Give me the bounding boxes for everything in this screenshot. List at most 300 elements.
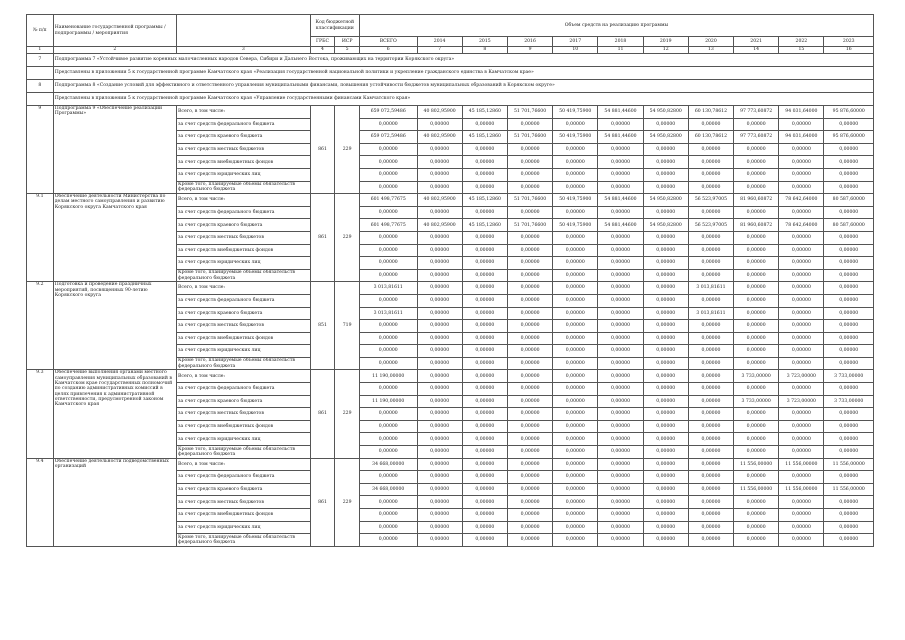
amount-cell: 60 130,78612	[688, 106, 733, 119]
amount-cell: 11 556,00000	[779, 458, 824, 471]
amount-cell: 0,00000	[417, 206, 462, 219]
amount-cell: 0,00000	[359, 320, 417, 333]
subprogram-text: Представлены в приложении 5 к государственной программе Камчатского края «Реализация государственной национальной политики и укрепление гражданского единства в Камчатском крае»	[53, 67, 873, 80]
amount-cell: 0,00000	[462, 168, 507, 181]
amount-cell: 0,00000	[598, 446, 643, 459]
amount-cell: 0,00000	[824, 471, 874, 484]
amount-cell: 0,00000	[824, 143, 874, 156]
grbs-code: 861	[310, 194, 335, 282]
amount-cell: 0,00000	[688, 534, 733, 547]
amount-cell: 0,00000	[734, 307, 779, 320]
block-name: Подпрограмма 9 «Обеспечение реализации Программы»	[53, 106, 176, 194]
amount-cell: 0,00000	[824, 118, 874, 131]
amount-cell: 0,00000	[688, 320, 733, 333]
amount-cell: 0,00000	[824, 357, 874, 370]
amount-cell: 51 701,76600	[507, 131, 552, 144]
amount-cell: 78 642,64000	[779, 194, 824, 207]
amount-cell: 601 498,77675	[359, 194, 417, 207]
block-name: Обеспечение деятельности подведомственных организаций	[53, 458, 176, 546]
amount-cell: 0,00000	[779, 269, 824, 282]
amount-cell: 80 587,60000	[824, 194, 874, 207]
amount-cell: 94 031,64000	[779, 106, 824, 119]
amount-cell: 0,00000	[779, 168, 824, 181]
amount-cell: 0,00000	[779, 307, 824, 320]
amount-cell: 0,00000	[688, 395, 733, 408]
subprogram-text: Подпрограмма 8 «Создание условий для эффективного и ответственного управления муниципальными финансами, повышения устойчивости бюджетов муниципальных образований в Корякском округе»	[53, 80, 873, 93]
amount-cell: 45 185,12860	[462, 219, 507, 232]
funding-source-label: за счет средств юридических лиц	[177, 521, 311, 534]
amount-cell: 0,00000	[507, 257, 552, 270]
amount-cell: 0,00000	[643, 118, 688, 131]
funding-source-label: за счет средств краевого бюджета	[177, 219, 311, 232]
amount-cell: 0,00000	[417, 181, 462, 194]
funding-source-label: Кроме того, планируемые объемы обязательств федерального бюджета	[177, 269, 311, 282]
funding-source-label: за счет средств внебюджетных фондов	[177, 420, 311, 433]
amount-cell: 0,00000	[417, 408, 462, 421]
amount-cell: 0,00000	[507, 395, 552, 408]
amount-cell: 95 876,60000	[824, 131, 874, 144]
amount-cell: 0,00000	[824, 534, 874, 547]
row-number: 7	[27, 54, 54, 67]
amount-cell: 0,00000	[417, 244, 462, 257]
amount-cell: 0,00000	[462, 143, 507, 156]
funding-row	[27, 282, 874, 295]
amount-cell: 50 419,75900	[553, 194, 598, 207]
amount-cell: 0,00000	[734, 534, 779, 547]
amount-cell: 0,00000	[779, 320, 824, 333]
ispr-code: 229	[335, 106, 360, 194]
column-number: 11	[598, 47, 643, 54]
amount-cell: 0,00000	[598, 534, 643, 547]
subprogram-row	[27, 93, 874, 106]
amount-cell: 3 733,00000	[824, 395, 874, 408]
amount-cell: 0,00000	[462, 307, 507, 320]
amount-cell: 0,00000	[779, 181, 824, 194]
amount-cell: 54 950,82800	[643, 106, 688, 119]
amount-cell: 0,00000	[734, 496, 779, 509]
amount-cell: 0,00000	[462, 332, 507, 345]
funding-source-label: Всего, в том числе:	[177, 370, 311, 383]
amount-cell: 0,00000	[359, 383, 417, 396]
amount-cell: 0,00000	[734, 420, 779, 433]
amount-cell: 0,00000	[598, 420, 643, 433]
funding-source-label: за счет средств местных бюджетов	[177, 408, 311, 421]
amount-cell: 0,00000	[462, 458, 507, 471]
amount-cell: 0,00000	[553, 496, 598, 509]
amount-cell: 0,00000	[643, 257, 688, 270]
amount-cell: 0,00000	[507, 156, 552, 169]
amount-cell: 0,00000	[643, 269, 688, 282]
amount-cell: 97 773,60872	[734, 106, 779, 119]
amount-cell: 54 950,82800	[643, 219, 688, 232]
funding-source-label: Всего, в том числе:	[177, 106, 311, 119]
amount-cell: 11 556,00000	[734, 458, 779, 471]
amount-cell: 0,00000	[734, 345, 779, 358]
funding-row	[27, 106, 874, 119]
amount-cell: 0,00000	[734, 282, 779, 295]
amount-cell: 0,00000	[688, 332, 733, 345]
amount-cell: 0,00000	[643, 345, 688, 358]
block-name: Подготовка и проведение праздничных мероприятий, посвященных 90-летию Корякского округа	[53, 282, 176, 370]
amount-cell: 0,00000	[507, 446, 552, 459]
amount-cell: 3 723,00000	[779, 370, 824, 383]
amount-cell: 56 523,97005	[688, 194, 733, 207]
amount-cell: 0,00000	[643, 446, 688, 459]
amount-cell: 0,00000	[462, 156, 507, 169]
amount-cell: 54 950,82800	[643, 194, 688, 207]
funding-source-label: за счет средств юридических лиц	[177, 257, 311, 270]
amount-cell: 3 733,00000	[734, 395, 779, 408]
amount-cell: 45 185,12860	[462, 194, 507, 207]
funding-source-label: за счет средств федерального бюджета	[177, 471, 311, 484]
column-number: 13	[688, 47, 733, 54]
amount-cell: 0,00000	[507, 168, 552, 181]
amount-cell: 0,00000	[779, 156, 824, 169]
amount-cell: 0,00000	[598, 231, 643, 244]
amount-cell: 0,00000	[779, 534, 824, 547]
amount-cell: 0,00000	[417, 534, 462, 547]
header-grbs: ГРБС	[310, 37, 335, 47]
amount-cell: 0,00000	[553, 471, 598, 484]
amount-cell: 0,00000	[779, 408, 824, 421]
amount-cell: 81 960,60872	[734, 219, 779, 232]
amount-cell: 0,00000	[598, 383, 643, 396]
funding-source-label: за счет средств федерального бюджета	[177, 206, 311, 219]
amount-cell: 0,00000	[643, 483, 688, 496]
amount-cell: 0,00000	[734, 433, 779, 446]
amount-cell: 0,00000	[598, 458, 643, 471]
amount-cell: 0,00000	[824, 345, 874, 358]
amount-cell: 0,00000	[359, 294, 417, 307]
amount-cell: 0,00000	[507, 181, 552, 194]
amount-cell: 0,00000	[598, 168, 643, 181]
amount-cell: 94 031,64000	[779, 131, 824, 144]
amount-cell: 0,00000	[824, 446, 874, 459]
amount-cell: 0,00000	[824, 269, 874, 282]
amount-cell: 0,00000	[598, 257, 643, 270]
amount-cell: 0,00000	[598, 118, 643, 131]
column-number: 7	[417, 47, 462, 54]
column-number: 14	[734, 47, 779, 54]
amount-cell: 0,00000	[824, 408, 874, 421]
amount-cell: 40 802,95900	[417, 131, 462, 144]
amount-cell: 56 523,97005	[688, 219, 733, 232]
amount-cell: 0,00000	[507, 118, 552, 131]
amount-cell: 40 802,95900	[417, 194, 462, 207]
amount-cell: 0,00000	[688, 168, 733, 181]
amount-cell: 0,00000	[688, 509, 733, 522]
column-number: 4	[310, 47, 335, 54]
amount-cell: 0,00000	[598, 345, 643, 358]
amount-cell: 0,00000	[359, 433, 417, 446]
amount-cell: 3 013,81611	[359, 307, 417, 320]
amount-cell: 0,00000	[417, 231, 462, 244]
amount-cell: 0,00000	[553, 408, 598, 421]
amount-cell: 0,00000	[553, 446, 598, 459]
amount-cell: 0,00000	[643, 294, 688, 307]
amount-cell: 0,00000	[598, 408, 643, 421]
subprogram-text: Подпрограмма 7 «Устойчивое развитие коренных малочисленных народов Севера, Сибири и Дальнего Востока, проживающих на территории Корякского округа»	[53, 54, 873, 67]
amount-cell: 0,00000	[359, 181, 417, 194]
amount-cell: 0,00000	[824, 231, 874, 244]
amount-cell: 0,00000	[688, 446, 733, 459]
grbs-code: 861	[310, 370, 335, 458]
amount-cell: 0,00000	[734, 269, 779, 282]
amount-cell: 0,00000	[779, 206, 824, 219]
amount-cell: 601 498,77675	[359, 219, 417, 232]
header-year: 2021	[734, 37, 779, 47]
amount-cell: 0,00000	[643, 168, 688, 181]
amount-cell: 0,00000	[359, 357, 417, 370]
header-volume: Объем средств на реализацию программы	[359, 15, 873, 37]
column-number: 6	[359, 47, 417, 54]
amount-cell: 0,00000	[462, 345, 507, 358]
funding-source-label: за счет средств юридических лиц	[177, 168, 311, 181]
amount-cell: 0,00000	[598, 521, 643, 534]
column-number-row	[27, 47, 874, 54]
amount-cell: 0,00000	[824, 181, 874, 194]
amount-cell: 0,00000	[688, 420, 733, 433]
amount-cell: 0,00000	[734, 118, 779, 131]
amount-cell: 0,00000	[643, 383, 688, 396]
amount-cell: 0,00000	[417, 320, 462, 333]
amount-cell: 0,00000	[553, 118, 598, 131]
amount-cell: 0,00000	[553, 181, 598, 194]
amount-cell: 0,00000	[643, 156, 688, 169]
amount-cell: 11 556,00000	[824, 458, 874, 471]
amount-cell: 0,00000	[553, 307, 598, 320]
amount-cell: 0,00000	[553, 282, 598, 295]
amount-cell: 0,00000	[417, 446, 462, 459]
column-number: 16	[824, 47, 874, 54]
amount-cell: 0,00000	[417, 521, 462, 534]
amount-cell: 0,00000	[598, 433, 643, 446]
amount-cell: 0,00000	[824, 307, 874, 320]
amount-cell: 0,00000	[688, 521, 733, 534]
amount-cell: 0,00000	[734, 509, 779, 522]
block-number: 9.2	[27, 282, 54, 370]
amount-cell: 0,00000	[643, 370, 688, 383]
amount-cell: 0,00000	[643, 244, 688, 257]
amount-cell: 51 701,76600	[507, 194, 552, 207]
amount-cell: 0,00000	[734, 206, 779, 219]
amount-cell: 0,00000	[824, 521, 874, 534]
amount-cell: 0,00000	[417, 282, 462, 295]
amount-cell: 0,00000	[507, 521, 552, 534]
amount-cell: 0,00000	[734, 320, 779, 333]
amount-cell: 0,00000	[598, 357, 643, 370]
amount-cell: 0,00000	[779, 257, 824, 270]
amount-cell: 0,00000	[417, 257, 462, 270]
amount-cell: 0,00000	[734, 446, 779, 459]
subprogram-text: Представлены в приложении 5 к государственной программе Камчатского края «Управление государственными финансами Камчатского края»	[53, 93, 873, 106]
amount-cell: 0,00000	[688, 156, 733, 169]
amount-cell: 0,00000	[824, 206, 874, 219]
amount-cell: 0,00000	[779, 231, 824, 244]
amount-cell: 0,00000	[824, 294, 874, 307]
amount-cell: 0,00000	[734, 257, 779, 270]
amount-cell: 0,00000	[359, 168, 417, 181]
amount-cell: 54 950,82800	[643, 131, 688, 144]
amount-cell: 0,00000	[598, 395, 643, 408]
amount-cell: 0,00000	[417, 168, 462, 181]
amount-cell: 0,00000	[359, 231, 417, 244]
amount-cell: 0,00000	[507, 370, 552, 383]
amount-cell: 0,00000	[359, 257, 417, 270]
amount-cell: 0,00000	[824, 257, 874, 270]
amount-cell: 54 881,44600	[598, 131, 643, 144]
amount-cell: 0,00000	[688, 143, 733, 156]
amount-cell: 0,00000	[507, 282, 552, 295]
amount-cell: 0,00000	[507, 357, 552, 370]
header-year: 2023	[824, 37, 874, 47]
funding-row	[27, 194, 874, 207]
amount-cell: 34 668,00000	[359, 483, 417, 496]
amount-cell: 0,00000	[824, 496, 874, 509]
amount-cell: 0,00000	[688, 244, 733, 257]
amount-cell: 0,00000	[779, 471, 824, 484]
amount-cell: 0,00000	[598, 244, 643, 257]
block-number: 9.4	[27, 458, 54, 546]
amount-cell: 0,00000	[598, 496, 643, 509]
amount-cell: 0,00000	[553, 231, 598, 244]
amount-cell: 0,00000	[734, 143, 779, 156]
amount-cell: 0,00000	[824, 168, 874, 181]
amount-cell: 0,00000	[553, 257, 598, 270]
amount-cell: 0,00000	[824, 420, 874, 433]
funding-source-label: за счет средств внебюджетных фондов	[177, 332, 311, 345]
column-number: 1	[27, 47, 54, 54]
amount-cell: 0,00000	[507, 534, 552, 547]
amount-cell: 3 013,81611	[688, 307, 733, 320]
program-funding-table	[26, 14, 874, 547]
ispr-code: 229	[335, 370, 360, 458]
amount-cell: 0,00000	[643, 433, 688, 446]
amount-cell: 0,00000	[598, 206, 643, 219]
funding-source-label: за счет средств федерального бюджета	[177, 383, 311, 396]
amount-cell: 0,00000	[417, 471, 462, 484]
amount-cell: 0,00000	[507, 332, 552, 345]
amount-cell: 0,00000	[553, 395, 598, 408]
funding-source-label: Кроме того, планируемые объемы обязательств федерального бюджета	[177, 446, 311, 459]
amount-cell: 0,00000	[359, 496, 417, 509]
amount-cell: 0,00000	[779, 496, 824, 509]
row-number	[27, 93, 54, 106]
amount-cell: 0,00000	[598, 269, 643, 282]
amount-cell: 0,00000	[598, 307, 643, 320]
amount-cell: 0,00000	[462, 534, 507, 547]
amount-cell: 0,00000	[553, 320, 598, 333]
amount-cell: 0,00000	[553, 332, 598, 345]
funding-source-label: за счет средств местных бюджетов	[177, 496, 311, 509]
amount-cell: 0,00000	[359, 143, 417, 156]
amount-cell: 0,00000	[462, 496, 507, 509]
amount-cell: 0,00000	[643, 320, 688, 333]
amount-cell: 0,00000	[779, 383, 824, 396]
amount-cell: 50 419,75900	[553, 106, 598, 119]
amount-cell: 0,00000	[359, 521, 417, 534]
amount-cell: 0,00000	[734, 408, 779, 421]
amount-cell: 0,00000	[688, 231, 733, 244]
amount-cell: 0,00000	[688, 118, 733, 131]
amount-cell: 0,00000	[734, 521, 779, 534]
amount-cell: 0,00000	[734, 383, 779, 396]
funding-source-label: за счет средств федерального бюджета	[177, 294, 311, 307]
amount-cell: 0,00000	[462, 357, 507, 370]
amount-cell: 0,00000	[417, 307, 462, 320]
amount-cell: 0,00000	[688, 471, 733, 484]
amount-cell: 0,00000	[734, 231, 779, 244]
amount-cell: 0,00000	[688, 370, 733, 383]
funding-row	[27, 458, 874, 471]
amount-cell: 40 802,95900	[417, 106, 462, 119]
amount-cell: 659 072,59486	[359, 131, 417, 144]
block-name: Обеспечение деятельности Министерства по делам местного самоуправления и развитию Корякского округа Камчатского края	[53, 194, 176, 282]
amount-cell: 54 881,44600	[598, 106, 643, 119]
header-year: 2015	[462, 37, 507, 47]
header-number: № п/п	[27, 15, 54, 47]
amount-cell: 54 881,44600	[598, 194, 643, 207]
amount-cell: 0,00000	[688, 269, 733, 282]
amount-cell: 0,00000	[462, 521, 507, 534]
amount-cell: 0,00000	[553, 143, 598, 156]
funding-source-label: Кроме того, планируемые объемы обязательств федерального бюджета	[177, 534, 311, 547]
amount-cell: 0,00000	[417, 383, 462, 396]
amount-cell: 0,00000	[779, 357, 824, 370]
ispr-code: 229	[335, 458, 360, 546]
header-year: 2017	[553, 37, 598, 47]
amount-cell: 0,00000	[417, 496, 462, 509]
amount-cell: 0,00000	[598, 332, 643, 345]
funding-source-label: Кроме того, планируемые объемы обязательств федерального бюджета	[177, 357, 311, 370]
amount-cell: 0,00000	[643, 231, 688, 244]
amount-cell: 0,00000	[553, 168, 598, 181]
amount-cell: 0,00000	[462, 383, 507, 396]
amount-cell: 0,00000	[553, 370, 598, 383]
amount-cell: 0,00000	[417, 269, 462, 282]
grbs-code: 861	[310, 458, 335, 546]
amount-cell: 0,00000	[359, 420, 417, 433]
amount-cell: 0,00000	[462, 282, 507, 295]
amount-cell: 0,00000	[359, 446, 417, 459]
amount-cell: 0,00000	[688, 408, 733, 421]
amount-cell: 0,00000	[553, 269, 598, 282]
amount-cell: 0,00000	[417, 294, 462, 307]
amount-cell: 0,00000	[688, 357, 733, 370]
amount-cell: 0,00000	[598, 509, 643, 522]
amount-cell: 0,00000	[553, 357, 598, 370]
header-year: 2019	[643, 37, 688, 47]
grbs-code: 861	[310, 106, 335, 194]
amount-cell: 11 556,00000	[824, 483, 874, 496]
amount-cell: 54 881,44600	[598, 219, 643, 232]
header-empty	[177, 15, 311, 47]
header-ispr: ИСР	[335, 37, 360, 47]
amount-cell: 3 013,81611	[359, 282, 417, 295]
amount-cell: 0,00000	[417, 357, 462, 370]
amount-cell: 11 190,00000	[359, 395, 417, 408]
amount-cell: 0,00000	[462, 181, 507, 194]
amount-cell: 0,00000	[359, 244, 417, 257]
amount-cell: 50 419,75900	[553, 131, 598, 144]
amount-cell: 11 190,00000	[359, 370, 417, 383]
column-number: 8	[462, 47, 507, 54]
amount-cell: 0,00000	[359, 408, 417, 421]
amount-cell: 0,00000	[598, 294, 643, 307]
amount-cell: 0,00000	[779, 118, 824, 131]
amount-cell: 0,00000	[507, 408, 552, 421]
amount-cell: 0,00000	[359, 332, 417, 345]
